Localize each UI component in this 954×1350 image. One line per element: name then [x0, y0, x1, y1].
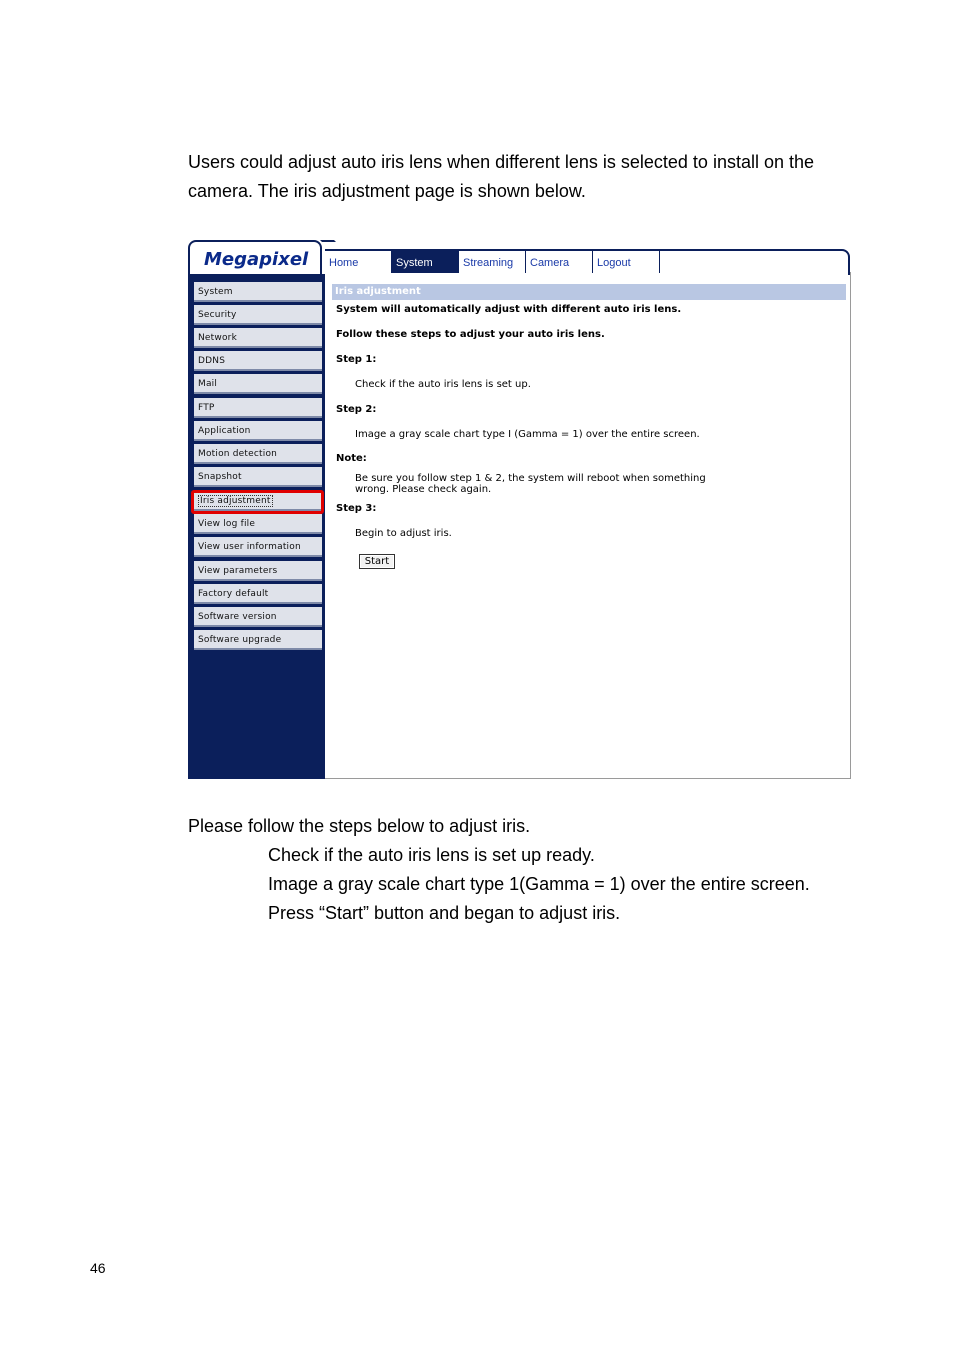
step3-label: Step 3: — [336, 503, 377, 514]
intro-paragraph: Users could adjust auto iris lens when different lens is selected to install on the camera. The iris adjustment page is shown below. — [188, 152, 815, 201]
sidebar-item-view-user-information[interactable]: View user information — [194, 537, 322, 557]
sidebar-item-system[interactable]: System — [194, 282, 322, 302]
follow-steps-paragraph: Please follow the steps below to adjust iris. — [188, 816, 531, 836]
step1-text: Check if the auto iris lens is set up. — [355, 379, 531, 390]
sidebar-item-software-version[interactable]: Software version — [194, 607, 322, 627]
iris-content-panel — [332, 284, 846, 567]
step2-text: Image a gray scale chart type I (Gamma = 1) over the entire screen. — [355, 429, 700, 440]
sidebar — [188, 274, 325, 779]
tab-camera[interactable]: Camera — [526, 251, 593, 273]
start-button[interactable]: Start — [359, 554, 395, 569]
logo-tab — [188, 240, 322, 276]
top-nav — [325, 251, 660, 273]
megapixel-logo: Megapixel — [204, 249, 309, 270]
sidebar-item-view-log-file[interactable]: View log file — [194, 514, 322, 534]
tab-system[interactable]: System — [392, 251, 459, 273]
sidebar-item-view-parameters[interactable]: View parameters — [194, 561, 322, 581]
sidebar-item-factory-default[interactable]: Factory default — [194, 584, 322, 604]
sidebar-item-ddns[interactable]: DDNS — [194, 351, 322, 371]
step-item: Image a gray scale chart type 1(Gamma = 1) over the entire screen. — [268, 874, 810, 894]
step-item: Press “Start” button and began to adjust iris. — [268, 903, 621, 923]
note-line-2: wrong. Please check again. — [355, 484, 492, 495]
sidebar-item-software-upgrade[interactable]: Software upgrade — [194, 630, 322, 650]
step3-text: Begin to adjust iris. — [355, 528, 452, 539]
note-label: Note: — [336, 453, 367, 464]
step2-label: Step 2: — [336, 404, 377, 415]
sidebar-item-application[interactable]: Application — [194, 421, 322, 441]
content-frame — [325, 272, 851, 779]
sidebar-item-mail[interactable]: Mail — [194, 374, 322, 394]
follow-steps-text: Follow these steps to adjust your auto iris lens. — [336, 329, 605, 340]
content-header: Iris adjustment — [332, 284, 846, 300]
step1-label: Step 1: — [336, 354, 377, 365]
tab-streaming[interactable]: Streaming — [459, 251, 526, 273]
sidebar-item-security[interactable]: Security — [194, 305, 322, 325]
page-number: 46 — [90, 1260, 106, 1276]
selection-highlight-box — [191, 490, 324, 514]
sidebar-item-motion-detection[interactable]: Motion detection — [194, 444, 322, 464]
steps-list — [268, 841, 810, 928]
step-item: Check if the auto iris lens is set up ready. — [268, 845, 595, 865]
tab-logout[interactable]: Logout — [593, 251, 660, 273]
sidebar-item-network[interactable]: Network — [194, 328, 322, 348]
sidebar-item-snapshot[interactable]: Snapshot — [194, 467, 322, 487]
auto-adjust-text: System will automatically adjust with different auto iris lens. — [336, 304, 682, 315]
sidebar-item-label: Iris adjustment — [200, 496, 271, 506]
note-line-1: Be sure you follow step 1 & 2, the system will reboot when something — [355, 473, 706, 484]
tab-home[interactable]: Home — [325, 251, 392, 273]
sidebar-item-ftp[interactable]: FTP — [194, 398, 322, 418]
iris-adjustment-screenshot — [188, 238, 852, 779]
